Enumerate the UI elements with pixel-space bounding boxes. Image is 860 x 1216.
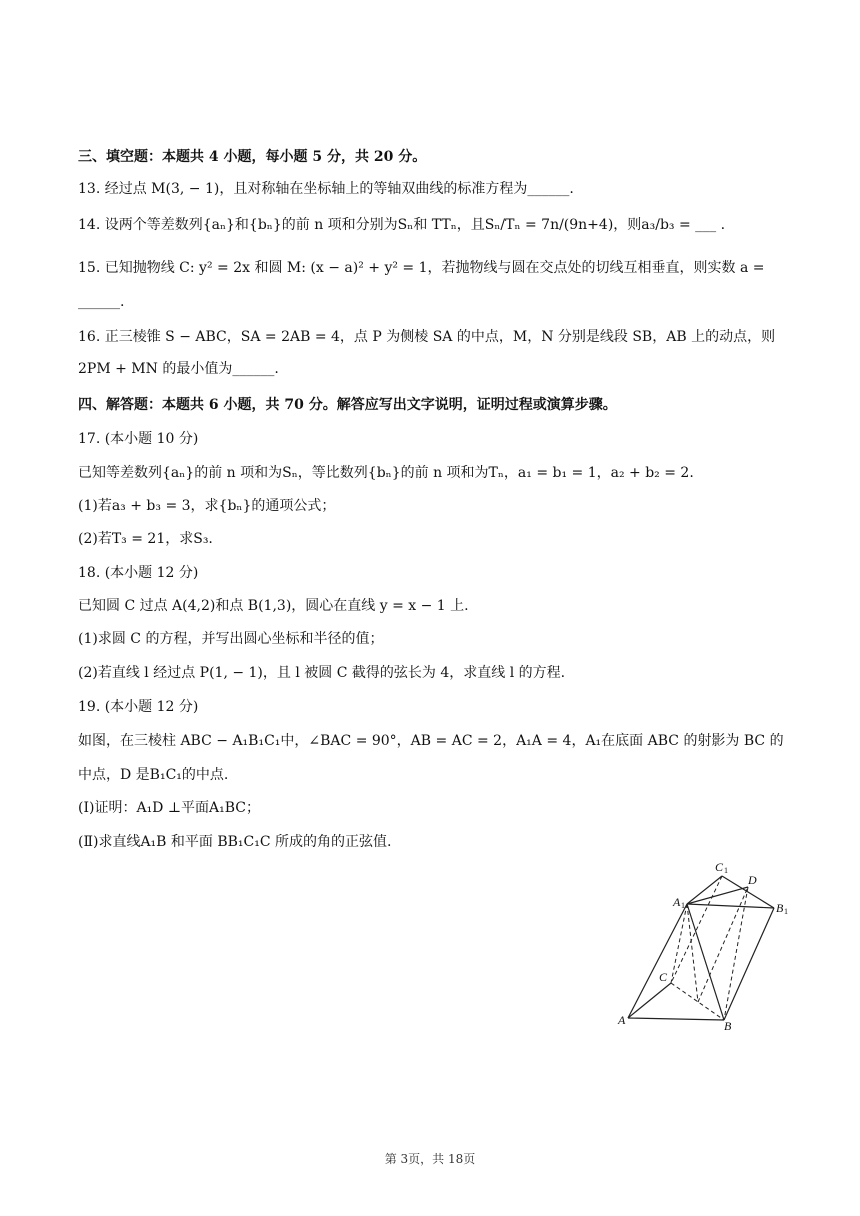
edge-A-B [628,1018,724,1020]
question-19-part-2: (Ⅱ)求直线A₁B 和平面 BB₁C₁C 所成的角的正弦值. [78,834,392,850]
label-A1-sub: 1 [681,901,685,910]
label-C1: C [715,860,724,874]
edge-C1-C [671,876,722,983]
question-16-line-2: 2PM + MN 的最小值为______. [78,361,279,377]
question-17-title: 17. (本小题 10 分) [78,431,199,447]
question-19-stem-1: 如图，在三棱柱 ABC − A₁B₁C₁中，∠BAC = 90°，AB = AC = 2，A₁A = 4，A₁在底面 ABC 的射影为 BC 的 [78,733,784,749]
edge-A1-C [671,904,687,983]
edge-A-C [628,983,671,1018]
edge-A1-B1 [687,904,774,908]
label-B1-sub: 1 [784,907,788,916]
question-13: 13. 经过点 M(3, − 1)，且对称轴在坐标轴上的等轴双曲线的标准方程为______. [78,181,574,197]
question-19-title: 19. (本小题 12 分) [78,699,199,715]
question-16-line-1: 16. 正三棱锥 S − ABC，SA = 2AB = 4，点 P 为侧棱 SA 的中点，M，N 分别是线段 SB，AB 上的动点，则 [78,329,776,345]
section-3-heading: 三、填空题：本题共 4 小题，每小题 5 分，共 20 分。 [78,149,427,165]
label-B1: B [776,901,784,915]
edge-A1-C1 [687,876,722,904]
question-15-line-2: ______. [78,294,125,310]
question-17-stem: 已知等差数列{aₙ}的前 n 项和为Sₙ，等比数列{bₙ}的前 n 项和为Tₙ，a₁ = b₁ = 1，a₂ + b₂ = 2. [78,465,694,481]
question-17-part-2: (2)若T₃ = 21，求S₃. [78,531,213,547]
question-18-part-2: (2)若直线 l 经过点 P(1, − 1)，且 l 被圆 C 截得的弦长为 4，求直线 l 的方程. [78,665,566,681]
edge-A1-A [628,904,687,1018]
edge-A1-D [687,887,748,904]
question-15-line-1: 15. 已知抛物线 C: y² = 2x 和圆 M: (x − a)² + y² = 1，若抛物线与圆在交点处的切线互相垂直，则实数 a = [78,260,765,276]
question-19-stem-2: 中点，D 是B₁C₁的中点. [78,767,229,783]
section-4-heading: 四、解答题：本题共 6 小题，共 70 分。解答应写出文字说明，证明过程或演算步骤。 [78,397,617,413]
question-17-part-1: (1)若a₃ + b₃ = 3，求{bₙ}的通项公式； [78,498,336,514]
label-A: A [618,1013,626,1027]
prism-figure [614,856,794,1036]
edge-A1-midBC [687,904,698,1002]
page-footer: 第 3页，共 18页 [384,1152,476,1166]
label-C1-sub: 1 [724,866,728,875]
question-18-title: 18. (本小题 12 分) [78,565,199,581]
label-C: C [659,970,668,984]
label-D: D [748,873,757,887]
edge-A1-B [687,904,724,1020]
question-19-part-1: (Ⅰ)证明：A₁D ⊥平面A₁BC； [78,800,260,816]
question-18-part-1: (1)求圆 C 的方程，并写出圆心坐标和半径的值； [78,631,384,647]
question-14: 14. 设两个等差数列{aₙ}和{bₙ}的前 n 项和分别为Sₙ和 TTₙ，且Sₙ/Tₙ = 7n/(9n+4)，则a₃/b₃ = ___ . [78,217,726,233]
label-B: B [724,1019,732,1033]
question-18-stem: 已知圆 C 过点 A(4,2)和点 B(1,3)，圆心在直线 y = x − 1 上. [78,598,469,614]
label-A1: A [673,895,681,909]
